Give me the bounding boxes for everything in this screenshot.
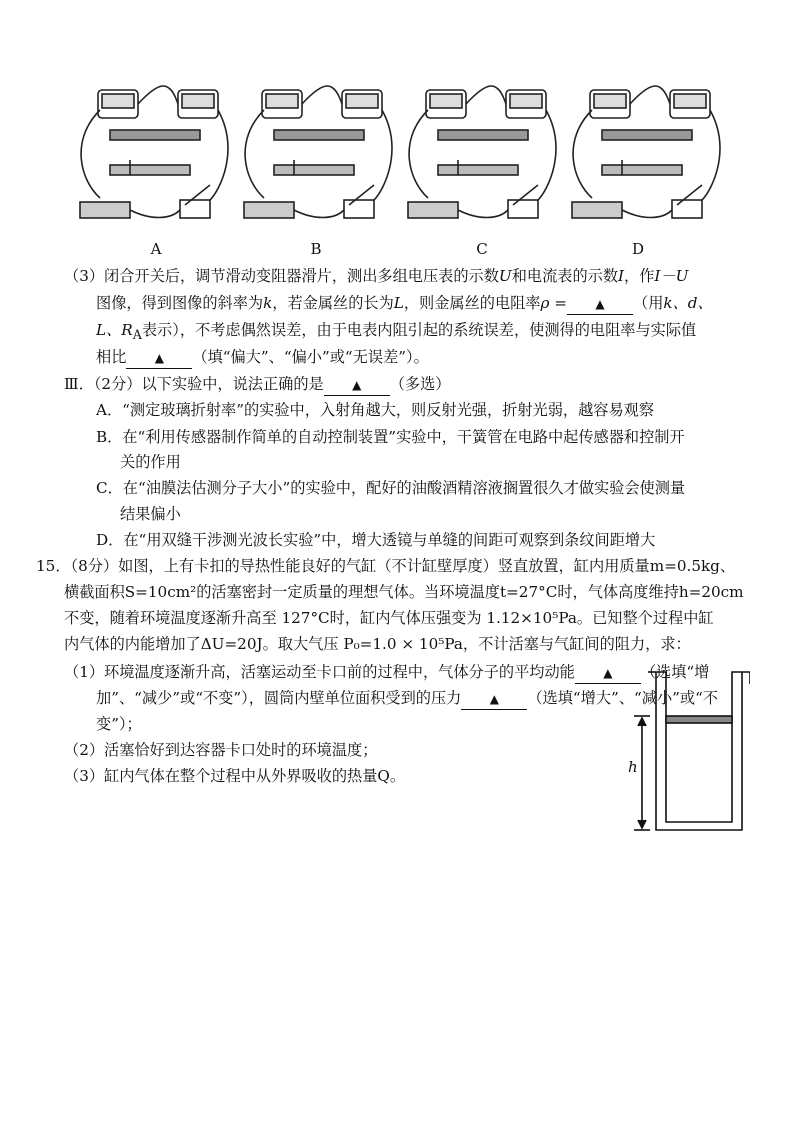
- circuit-diagram-b: [234, 80, 394, 230]
- q15-sub1-line3: 变”）；: [96, 715, 142, 733]
- answer-blank-error[interactable]: ▲: [126, 347, 192, 369]
- q14-p3-line1: （3）闭合开关后，调节滑动变阻器滑片，测出多组电压表的示数U和电流表的示数I，作I－U: [64, 267, 689, 285]
- circuit-label-a: A: [150, 240, 162, 258]
- q15-sub3: （3）缸内气体在整个过程中从外界吸收的热量Q。: [64, 767, 406, 785]
- option-b-line1: B．在“利用传感器制作简单的自动控制装置”实验中，干簧管在电路中起传感器和控制开: [96, 428, 685, 446]
- q15-line1: 15．（8分）如图，上有卡扣的导热性能良好的气缸（不计缸壁厚度）竖直放置，缸内用质量m=0.5kg、: [36, 557, 736, 575]
- q14-p3-line3: L、$R_A$表示），不考虑偶然误差，由于电表内阻引起的系统误差，使测得的电阻率与实际值: [96, 321, 697, 343]
- q15-line4: 内气体的内能增加了ΔU=20J。取大气压 P₀=1.0 × 10⁵Pa，不计活塞与气缸间的阻力，求：: [64, 635, 691, 653]
- q15-line2: 横截面积S=10cm²的活塞密封一定质量的理想气体。当环境温度t=27°C时，气体高度维持h=20cm: [64, 583, 744, 601]
- q14-p3-line4: 相比 ▲ （填“偏大”、“偏小”或“无误差”）。: [96, 347, 429, 369]
- circuit-diagram-c: [398, 80, 558, 230]
- answer-blank-kinetic-energy[interactable]: ▲: [575, 662, 641, 684]
- circuit-diagram-d: [562, 80, 722, 230]
- option-d: D．在“用双缝干涉测光波长实验”中，增大透镜与单缝的间距可观察到条纹间距增大: [96, 531, 656, 549]
- q15-line3: 不变，随着环境温度逐渐升高至 127°C时，缸内气体压强变为 1.12×10⁵Pa。已知整个过程中缸: [64, 609, 714, 627]
- circuit-label-d: D: [631, 240, 645, 258]
- circuit-label-c: C: [476, 240, 488, 258]
- option-a: A．“测定玻璃折射率”的实验中，入射角越大，则反射光强，折射光弱，越容易观察: [96, 401, 655, 419]
- circuit-label-b: B: [310, 240, 322, 258]
- circuit-diagram-a: [70, 80, 230, 230]
- cylinder-figure: [628, 668, 750, 838]
- circuit-diagrams: [70, 80, 730, 230]
- option-c-line2: 结果偏小: [120, 505, 181, 523]
- option-b-line2: 关的作用: [120, 453, 181, 471]
- answer-blank-pressure[interactable]: ▲: [461, 688, 527, 710]
- q15-sub2: （2）活塞恰好到达容器卡口处时的环境温度；: [64, 741, 378, 759]
- answer-blank-multichoice[interactable]: ▲: [324, 374, 390, 396]
- answer-blank-resistivity[interactable]: ▲: [567, 293, 633, 315]
- option-c-line1: C．在“油膜法估测分子大小”的实验中，配好的油酸酒精溶液搁置很久才做实验会使测量: [96, 479, 686, 497]
- q15-sub1-line2: 加”、“减少”或“不变”），圆筒内壁单位面积受到的压力 ▲ （选填“增大”、“减小”或“不: [96, 688, 718, 710]
- q14-p3-line2: 图像，得到图像的斜率为k，若金属丝的长为L，则金属丝的电阻率ρ = ▲ （用k、d、: [96, 293, 713, 315]
- height-label: h: [628, 758, 638, 776]
- q15-sub1-line1: （1）环境温度逐渐升高，活塞运动至卡口前的过程中，气体分子的平均动能 ▲ （选填“增: [64, 662, 709, 684]
- cylinder-diagram: [628, 668, 750, 838]
- q14-part3-stem: Ⅲ．（2分）以下实验中，说法正确的是 ▲ （多选）: [64, 374, 450, 396]
